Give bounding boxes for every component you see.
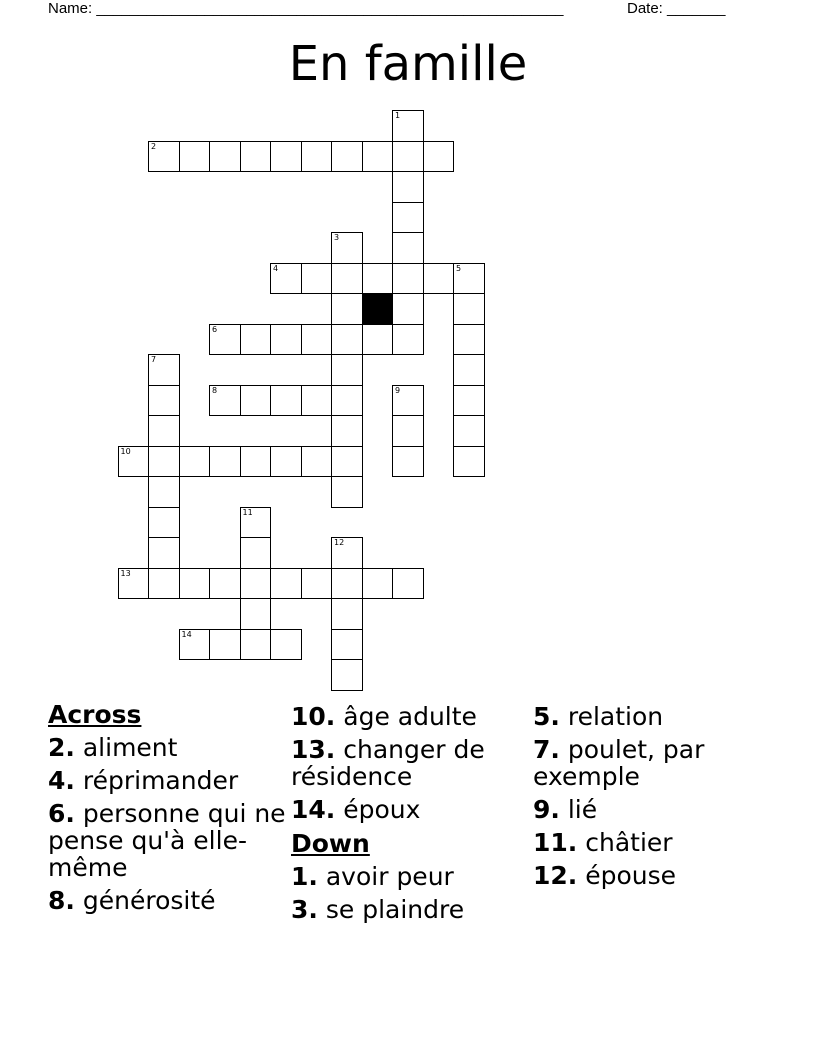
grid-cell[interactable] (453, 263, 485, 295)
grid-cell[interactable] (331, 476, 363, 508)
grid-cell[interactable] (331, 324, 363, 356)
grid-cell[interactable] (148, 537, 180, 569)
grid-cell[interactable] (270, 629, 302, 661)
clue-number: 3 (334, 233, 340, 242)
clue-number: 14 (181, 629, 192, 639)
grid-cell[interactable] (240, 568, 272, 600)
grid-cell[interactable] (362, 141, 394, 173)
grid-cell[interactable] (270, 324, 302, 356)
grid-cell[interactable] (392, 171, 424, 203)
grid-cell[interactable] (362, 324, 394, 356)
grid-cell[interactable] (240, 324, 272, 356)
grid-cell[interactable] (301, 263, 333, 295)
grid-cell[interactable] (453, 354, 485, 386)
grid-cell[interactable] (392, 202, 424, 234)
clue-down-5: 5. relation (533, 702, 664, 731)
grid-cell[interactable] (453, 324, 485, 356)
grid-cell[interactable] (331, 293, 363, 325)
clue-number: 2 (151, 141, 157, 151)
grid-cell[interactable] (331, 354, 363, 386)
clue-down-12: 12. épouse (533, 861, 677, 890)
clue-down-7: 7. poulet, par exemple (533, 735, 705, 791)
grid-cell[interactable] (270, 263, 302, 295)
grid-cell[interactable] (209, 324, 241, 356)
clue-number: 10 (120, 446, 131, 456)
grid-cell[interactable] (423, 141, 455, 173)
clue-down-1: 1. avoir peur (291, 862, 454, 891)
grid-cell[interactable] (331, 232, 363, 264)
grid-cell[interactable] (209, 568, 241, 600)
clue-column-3 (533, 700, 773, 895)
clue-number: 4 (273, 263, 279, 273)
grid-cell[interactable] (240, 598, 272, 630)
clue-column-1 (48, 700, 288, 920)
grid-cell[interactable] (148, 385, 180, 417)
clue-number: 12 (334, 538, 345, 547)
grid-cell[interactable] (209, 446, 241, 478)
grid-cell[interactable] (209, 385, 241, 417)
grid-cell[interactable] (148, 476, 180, 508)
grid-cell[interactable] (453, 293, 485, 325)
grid-cell[interactable] (453, 385, 485, 417)
grid-cell[interactable] (240, 629, 272, 661)
grid-cell[interactable] (331, 141, 363, 173)
grid-cell[interactable] (331, 598, 363, 630)
grid-cell[interactable] (148, 446, 180, 478)
clue-across-8: 8. générosité (48, 886, 216, 915)
grid-cell[interactable] (240, 385, 272, 417)
grid-cell[interactable] (209, 141, 241, 173)
grid-cell[interactable] (240, 537, 272, 569)
clue-number: 13 (120, 568, 131, 578)
grid-cell[interactable] (148, 354, 180, 386)
grid-cell[interactable] (240, 141, 272, 173)
clue-number: 11 (242, 507, 253, 517)
clue-across-13: 13. changer de résidence (291, 735, 485, 791)
grid-cell[interactable] (301, 568, 333, 600)
grid-cell[interactable] (392, 110, 424, 142)
grid-cell[interactable] (392, 141, 424, 173)
clue-across-14: 14. époux (291, 795, 421, 824)
grid-cell[interactable] (179, 629, 211, 661)
clue-down-9: 9. lié (533, 795, 598, 824)
down-heading: Down (291, 829, 370, 858)
grid-cell[interactable] (179, 568, 211, 600)
grid-cell[interactable] (240, 507, 272, 539)
grid-cell[interactable] (423, 263, 455, 295)
grid-cell[interactable] (331, 385, 363, 417)
grid-cell[interactable] (148, 507, 180, 539)
grid-cell[interactable] (392, 293, 424, 325)
grid-cell[interactable] (301, 141, 333, 173)
grid-cell[interactable] (331, 568, 363, 600)
grid-cell[interactable] (392, 232, 424, 264)
grid-cell[interactable] (362, 263, 394, 295)
grid-cell[interactable] (331, 659, 363, 691)
clue-across-4: 4. réprimander (48, 766, 239, 795)
clue-across-6: 6. personne qui ne pense qu'à elle-même (48, 799, 286, 882)
clue-number: 6 (212, 324, 218, 334)
grid-cell[interactable] (301, 324, 333, 356)
grid-cell[interactable] (453, 446, 485, 478)
grid-cell[interactable] (331, 263, 363, 295)
grid-cell[interactable] (392, 568, 424, 600)
grid-cell[interactable] (270, 141, 302, 173)
grid-cell[interactable] (392, 415, 424, 447)
grid-cell[interactable] (270, 446, 302, 478)
grid-cell[interactable] (301, 385, 333, 417)
clue-down-3: 3. se plaindre (291, 895, 465, 924)
grid-cell[interactable] (148, 415, 180, 447)
across-heading: Across (48, 700, 142, 729)
date-field-label: Date: _______ (627, 0, 726, 17)
grid-cell[interactable] (179, 446, 211, 478)
grid-cell[interactable] (209, 629, 241, 661)
page-title: En famille (288, 36, 528, 92)
black-cell (362, 293, 394, 325)
grid-cell[interactable] (392, 263, 424, 295)
grid-cell[interactable] (453, 415, 485, 447)
grid-cell[interactable] (362, 568, 394, 600)
grid-cell[interactable] (392, 324, 424, 356)
grid-cell[interactable] (392, 446, 424, 478)
grid-cell[interactable] (301, 446, 333, 478)
grid-cell[interactable] (392, 385, 424, 417)
clue-number: 1 (395, 111, 401, 120)
clue-number: 7 (151, 355, 157, 364)
grid-cell[interactable] (331, 537, 363, 569)
clue-number: 9 (395, 385, 401, 395)
name-field-label: Name: ________________________________________________________ (48, 0, 564, 17)
grid-cell[interactable] (118, 568, 150, 600)
grid-cell[interactable] (270, 385, 302, 417)
grid-cell[interactable] (118, 446, 150, 478)
clue-column-2 (291, 700, 531, 929)
grid-cell[interactable] (331, 415, 363, 447)
clue-across-2: 2. aliment (48, 733, 178, 762)
grid-cell[interactable] (179, 141, 211, 173)
clue-across-10: 10. âge adulte (291, 702, 477, 731)
grid-cell[interactable] (148, 568, 180, 600)
grid-cell[interactable] (331, 629, 363, 661)
grid-cell[interactable] (240, 446, 272, 478)
clue-number: 8 (212, 385, 218, 395)
grid-cell[interactable] (148, 141, 180, 173)
grid-cell[interactable] (331, 446, 363, 478)
clue-down-11: 11. châtier (533, 828, 673, 857)
grid-cell[interactable] (270, 568, 302, 600)
clue-number: 5 (456, 263, 462, 273)
